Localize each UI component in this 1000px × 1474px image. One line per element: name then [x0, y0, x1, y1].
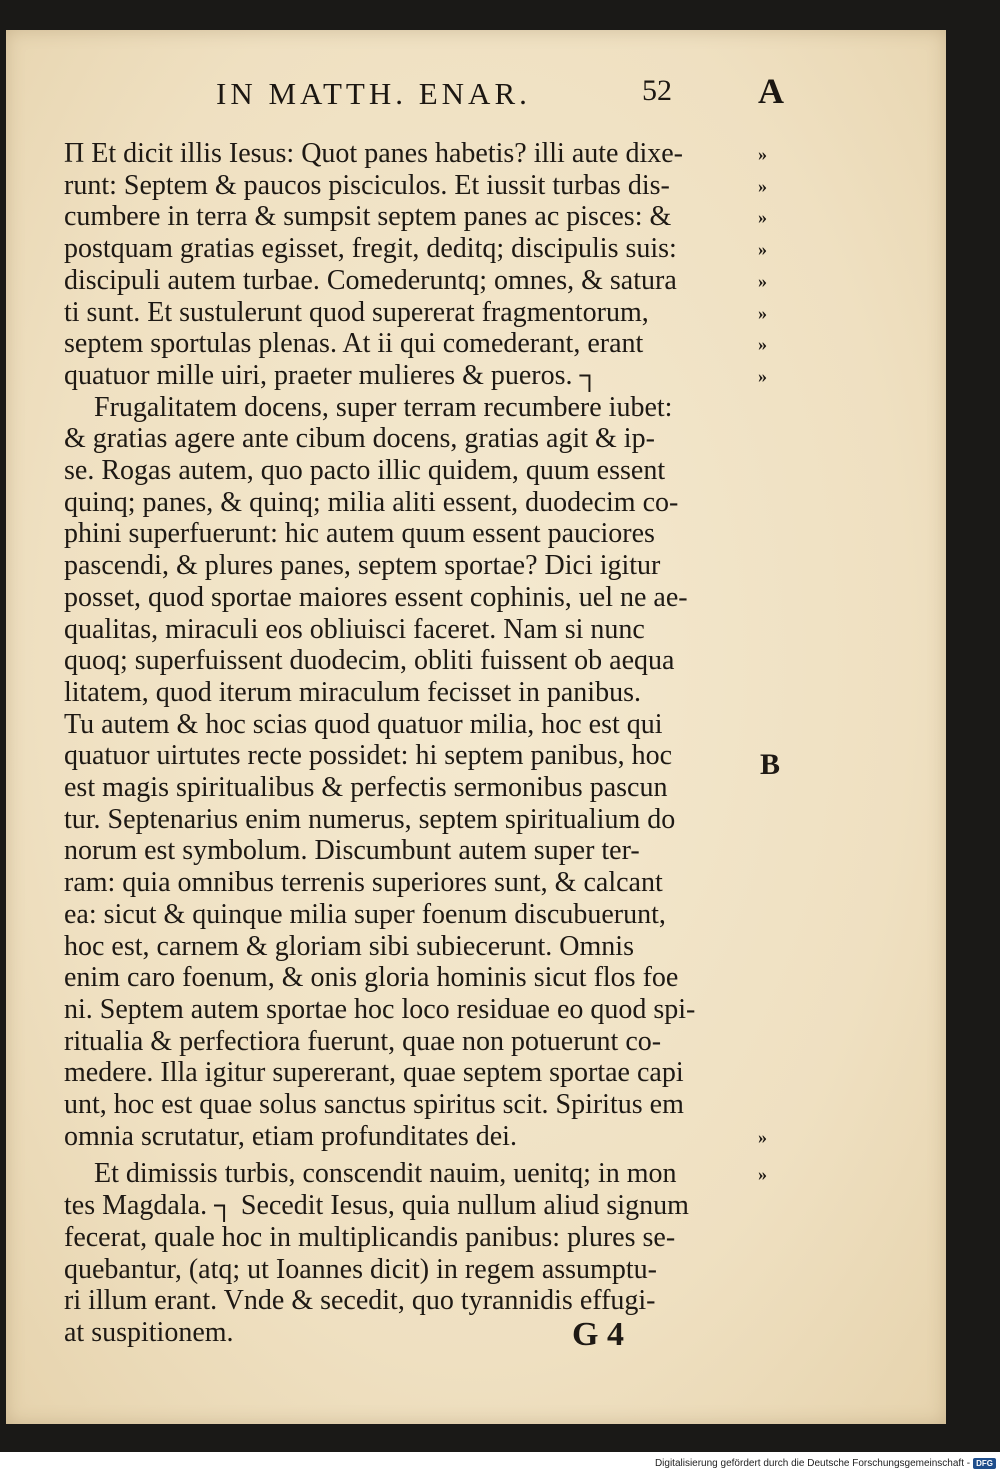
text-line: ritualia & perfectiora fuerunt, quae non potuerunt co-: [64, 1026, 662, 1057]
text-line: est magis spiritualibus & perfectis sermonibus pascun: [64, 772, 668, 803]
text-line: & gratias agere ante cibum docens, gratias agit & ip-: [64, 423, 655, 454]
text-line: postquam gratias egisset, fregit, deditq; discipulis suis:: [64, 233, 677, 264]
text-line: Et dimissis turbis, conscendit nauim, uenitq; in mon: [94, 1158, 677, 1189]
text-line: pascendi, & plures panes, septem sportae? Dici igitur: [64, 550, 661, 581]
text-line: Frugalitatem docens, super terram recumbere iubet:: [94, 392, 673, 423]
text-line: Π Et dicit illis Iesus: Quot panes habetis? illi aute dixe-: [64, 138, 683, 169]
text-line: litatem, quod iterum miraculum fecisset in panibus.: [64, 677, 641, 708]
text-line: ri illum erant. Vnde & secedit, quo tyrannidis effugi-: [64, 1285, 656, 1316]
text-line: runt: Septem & paucos pisciculos. Et iussit turbas dis-: [64, 170, 670, 201]
digitization-credit: [600, 1458, 996, 1469]
text-line: enim caro foenum, & onis gloria hominis sicut flos foe: [64, 962, 679, 993]
text-line: quebantur, (atq; ut Ioannes dicit) in regem assumptu-: [64, 1254, 657, 1285]
credit-text: Digitalisierung gefördert durch die Deutsche Forschungsgemeinschaft -: [654, 1458, 971, 1469]
quotation-mark: »: [758, 176, 767, 196]
text-line: qualitas, miraculi eos obliuisci faceret. Nam si nunc: [64, 614, 645, 645]
quotation-mark: »: [758, 366, 767, 386]
quotation-mark: »: [758, 1127, 767, 1147]
quotation-mark: »: [758, 207, 767, 227]
quotation-mark: »: [758, 144, 767, 164]
text-line: quinq; panes, & quinq; milia aliti essent, duodecim co-: [64, 487, 679, 518]
running-head: IN MATTH. ENAR.: [216, 76, 531, 111]
quotation-mark: »: [758, 239, 767, 259]
book-page: [6, 30, 946, 1424]
dfg-logo: DFG: [973, 1458, 996, 1469]
text-line: ti sunt. Et sustulerunt quod supererat fragmentorum,: [64, 297, 649, 328]
text-line: quoq; superfuissent duodecim, obliti fuissent ob aequa: [64, 645, 675, 676]
text-line: hoc est, carnem & gloriam sibi subiecerunt. Omnis: [64, 931, 634, 962]
text-line: quatuor mille uiri, praeter mulieres & pueros. ┐: [64, 360, 600, 391]
quotation-mark: »: [758, 271, 767, 291]
text-line: fecerat, quale hoc in multiplicandis panibus: plures se-: [64, 1222, 676, 1253]
text-line: se. Rogas autem, quo pacto illic quidem, quum essent: [64, 455, 666, 486]
text-line: quatuor uirtutes recte possidet: hi septem panibus, hoc: [64, 740, 673, 771]
quotation-mark: »: [758, 303, 767, 323]
text-line: at suspitionem.: [64, 1317, 234, 1348]
text-line: Tu autem & hoc scias quod quatuor milia, hoc est qui: [64, 709, 663, 740]
page-number: 52: [642, 74, 672, 107]
text-line: phini superfuerunt: hic autem quum essent pauciores: [64, 518, 655, 549]
quotation-mark: »: [758, 1164, 767, 1184]
text-line: ram: quia omnibus terrenis superiores sunt, & calcant: [64, 867, 663, 898]
text-line: ni. Septem autem sportae hoc loco residuae eo quod spi-: [64, 994, 696, 1025]
text-line: cumbere in terra & sumpsit septem panes ac pisces: &: [64, 201, 672, 232]
quotation-mark: »: [758, 334, 767, 354]
text-line: unt, hoc est quae solus sanctus spiritus scit. Spiritus em: [64, 1089, 684, 1120]
text-line: omnia scrutatur, etiam profunditates dei.: [64, 1121, 517, 1152]
text-line: norum est symbolum. Discumbunt autem super ter-: [64, 835, 640, 866]
text-line: medere. Illa igitur supererant, quae septem sportae capi: [64, 1057, 684, 1088]
text-line: ea: sicut & quinque milia super foenum discubuerunt,: [64, 899, 666, 930]
signature-mark: G 4: [572, 1316, 624, 1353]
text-line: tes Magdala. ┐ Secedit Iesus, quia nullum aliud signum: [64, 1190, 689, 1221]
text-line: septem sportulas plenas. At ii qui comederant, erant: [64, 328, 644, 359]
signature-letter: A: [758, 71, 784, 111]
text-line: posset, quod sportae maiores essent cophinis, uel ne ae-: [64, 582, 688, 613]
text-body: [6, 30, 946, 1424]
text-line: discipuli autem turbae. Comederuntq; omnes, & satura: [64, 265, 677, 296]
text-line: tur. Septenarius enim numerus, septem spiritualium do: [64, 804, 676, 835]
marginal-section-letter: B: [760, 748, 781, 781]
